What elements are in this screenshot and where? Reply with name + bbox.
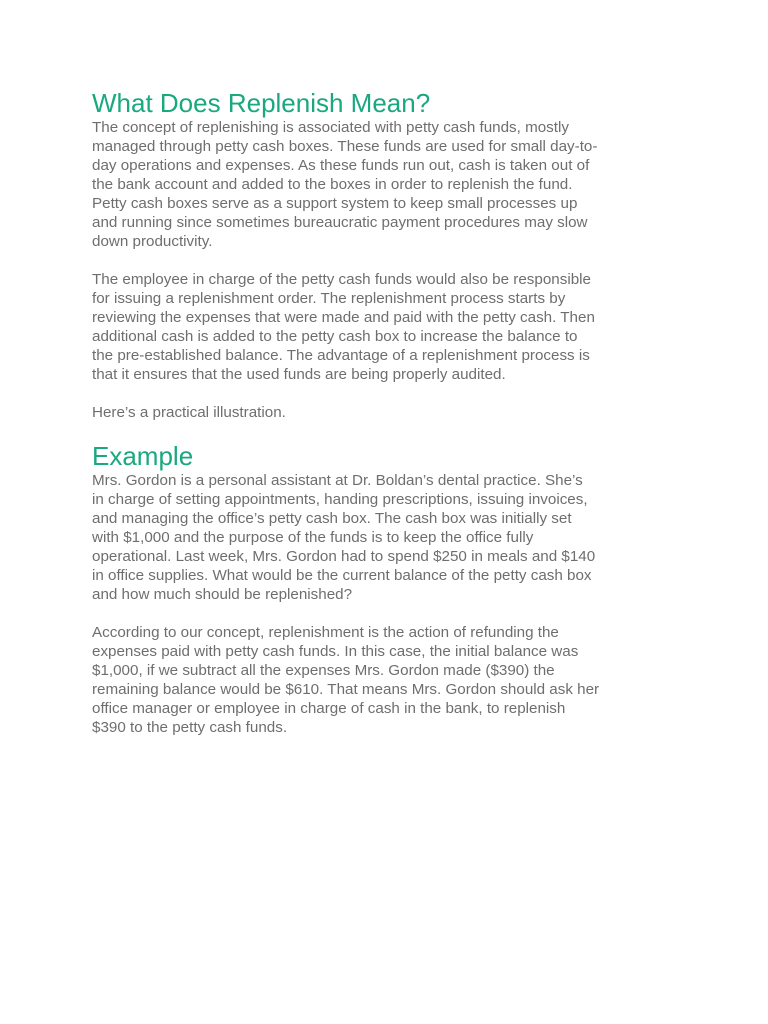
paragraph-example-solution: According to our concept, replenishment is the action of refunding the expenses paid with petty cash funds. In this case, the initial balance was $1,000, if we subtract all the expenses Mrs. Gordon made ($390) the remaining balance would be $610. That means Mrs. Gordon should ask her office manager or employee in charge of cash in the bank, to replenish $390 to the petty cash funds.: [92, 624, 600, 736]
document-content: [92, 88, 682, 737]
section-heading-replenish: What Does Replenish Mean?: [92, 88, 431, 118]
paragraph-illustration-intro: Here’s a practical illustration.: [92, 404, 286, 421]
paragraph-concept: The concept of replenishing is associated with petty cash funds, mostly managed through petty cash boxes. These funds are used for small day-to- day operations and expenses. As these funds run out, cash is taken out of the bank account and added to the boxes in order to replenish the fund. Petty cash boxes serve as a support system to keep small processes up and running since sometimes bureaucratic payment procedures may slow down productivity.: [92, 119, 598, 250]
paragraph-example-scenario: Mrs. Gordon is a personal assistant at Dr. Boldan’s dental practice. She’s in charge of setting appointments, handing prescriptions, issuing invoices, and managing the office’s petty cash box. The cash box was initially set with $1,000 and the purpose of the funds is to keep the office fully operational. Last week, Mrs. Gordon had to spend $250 in meals and $140 in office supplies. What would be the current balance of the petty cash box and how much should be replenished?: [92, 472, 596, 603]
paragraph-employee-responsibility: The employee in charge of the petty cash funds would also be responsible for issuing a replenishment order. The replenishment process starts by reviewing the expenses that were made and paid with the petty cash. Then additional cash is added to the petty cash box to increase the balance to the pre-established balance. The advantage of a replenishment process is that it ensures that the used funds are being properly audited.: [92, 271, 595, 383]
section-heading-example: Example: [92, 441, 194, 471]
